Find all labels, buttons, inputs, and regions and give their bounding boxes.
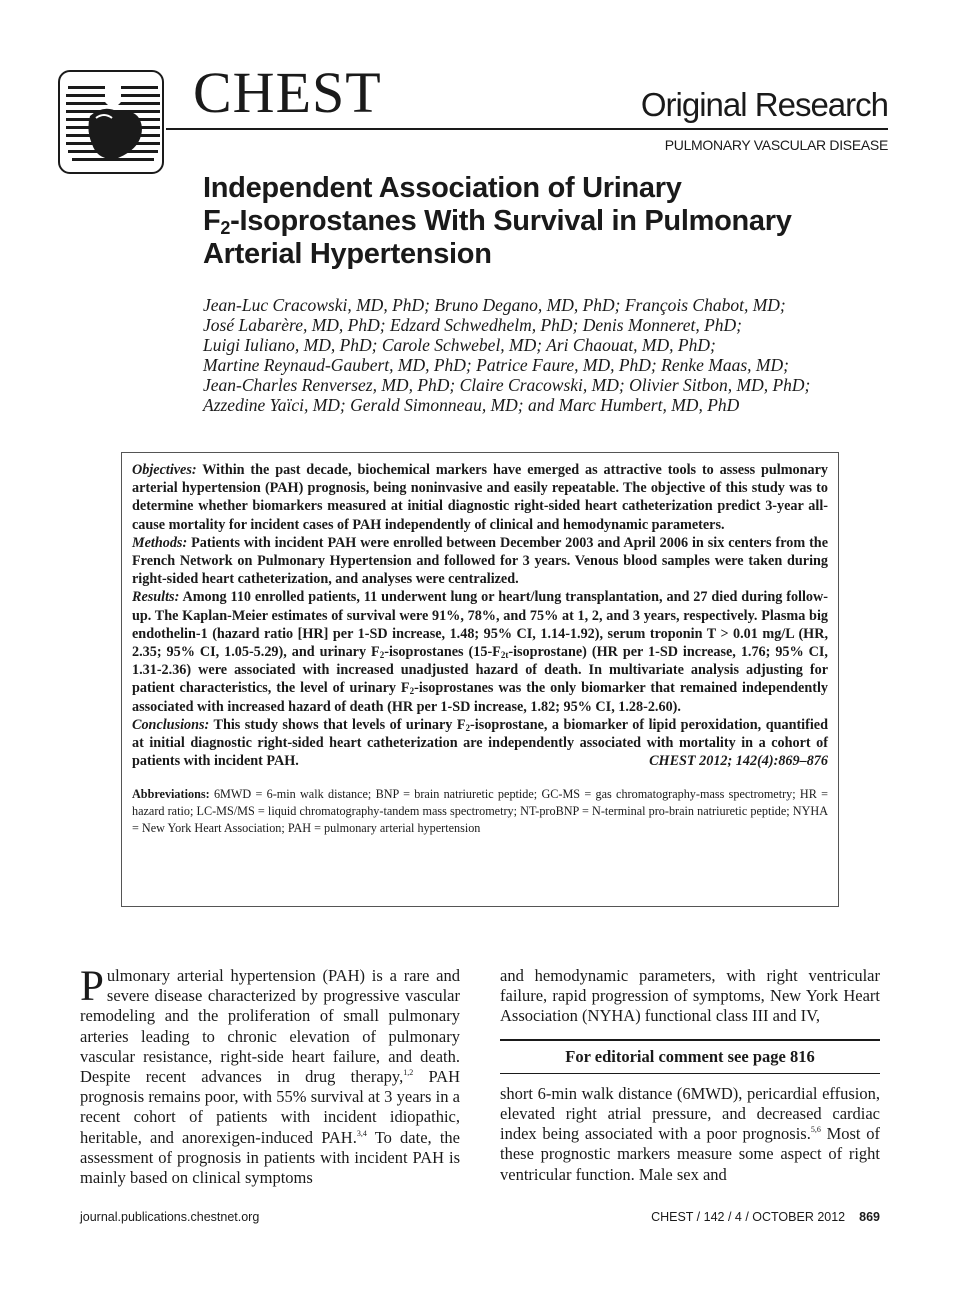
author-list bbox=[203, 295, 903, 415]
abstract-conclusions: Conclusions: This study shows that levels of urinary $F_2$-isoprostane, a biomarker of lipid peroxidation, quantified at initial diagnostic right-sided heart catheterization are independently associated with mortality in a cohort of patients with incident PAH. CHEST 2012; 142(4):869–876 bbox=[132, 716, 828, 770]
author-line: Jean-Luc Cracowski, MD, PhD; Bruno Degano, MD, PhD; François Chabot, MD; bbox=[203, 295, 786, 315]
abstract-results: Results: Among 110 enrolled patients, 11 underwent lung or heart/lung transplantation, and 27 died during follow-up. The Kaplan-Meier estimates of survival were 91%, 78%, and 75% at 1, 2, and 3 years, respectively. Plasma big endothelin-1 (hazard ratio [HR] per 1-SD increase, 1.48; 95% CI, 1.14-1.92), serum troponin T > 0.01 mg/L (HR, 2.35; 95% CI, 1.05-5.29), and urinary $F_2$-isoprostanes $(15-F_{2t}-isoprostane)$ (HR per 1-SD increase, 1.76; 95% CI, 1.31-2.36) were associated with increased unadjusted hazard of death. In multivariate analysis adjusting for patient characteristics, the level of urinary $F_2$-isoprostanes was the only biomarker that remained independently associated with increased hazard of death (HR per 1-SD increase, 1.82; 95% CI, 1.28-2.60). bbox=[132, 589, 828, 715]
footer-issue-info bbox=[651, 1210, 880, 1224]
issue-info: CHEST / 142 / 4 / OCTOBER 2012 bbox=[651, 1210, 846, 1224]
header-divider bbox=[166, 128, 888, 130]
journal-url[interactable]: journal.publications.chestnet.org bbox=[80, 1210, 260, 1224]
body-column-left bbox=[80, 963, 460, 1188]
editorial-comment-link[interactable]: For editorial comment see page 816 bbox=[500, 1039, 880, 1074]
title-line-3: Arterial Hypertension bbox=[203, 238, 492, 270]
title-line-2: $F_2$-Isoprostanes With Survival in Pulmonary bbox=[203, 205, 792, 238]
body-column-right bbox=[500, 966, 880, 1185]
subsection-label: PULMONARY VASCULAR DISEASE bbox=[664, 137, 888, 153]
abbreviations: Abbreviations: 6MWD = 6-min walk distance; BNP = brain natriuretic peptide; GC-MS = gas chromatography-mass spectrometry; HR = hazard ratio; LC-MS/MS = liquid chromatography-tandem mass spectrometry; NT-proBNP = N-terminal pro-brain natriuretic peptide; NYHA = New York Heart Association; PAH = pulmonary arterial hypertension bbox=[132, 787, 828, 836]
author-line: Azzedine Yaïci, MD; Gerald Simonneau, MD; and Marc Humbert, MD, PhD bbox=[203, 395, 740, 415]
page-number: 869 bbox=[859, 1210, 880, 1224]
article-title bbox=[203, 172, 883, 271]
abstract-objectives: Objectives: Within the past decade, biochemical markers have emerged as attractive tools to assess pulmonary arterial hypertension (PAH) prognosis, being noninvasive and easily repeatable. The objective of this study was to determine whether biomarkers measured at initial diagnostic right-sided heart catheterization predict 3-year all-cause mortality for incident cases of PAH independently of clinical and hemodynamic parameters. bbox=[132, 462, 828, 533]
abstract-box bbox=[121, 452, 839, 907]
body-paragraph: Pulmonary arterial hypertension (PAH) is a rare and severe disease characterized by progressive vascular remodeling and the proliferation of small pulmonary arteries leading to chronic elevation of pulmonary vascular resistance, right-side heart failure, and death. Despite recent advances in drug therapy,$^{1,2}$ PAH prognosis remains poor, with 55% survival at 3 years in a recent cohort of patients with incident idiopathic, heritable, and anorexigen-induced PAH.$^{3,4}$ To date, the assessment of prognosis in patients with incident PAH is mainly based on clinical symptoms bbox=[80, 963, 460, 1188]
section-label: Original Research bbox=[640, 86, 888, 123]
abstract-citation: CHEST 2012; 142(4):869–876 bbox=[649, 753, 828, 770]
lungs-heart-icon bbox=[60, 72, 164, 174]
journal-name: CHEST bbox=[193, 60, 382, 125]
journal-logo bbox=[58, 70, 164, 174]
drop-cap: P bbox=[80, 963, 104, 1010]
title-line-1: Independent Association of Urinary bbox=[203, 172, 682, 204]
author-line: Martine Reynaud-Gaubert, MD, PhD; Patrice Faure, MD, PhD; Renke Maas, MD; bbox=[203, 355, 789, 375]
body-paragraph: short 6-min walk distance (6MWD), pericardial effusion, elevated right atrial pressure, and decreased cardiac index being associated with a poor prognosis.$^{5,6}$ Most of these prognostic markers measure some aspect of right ventricular function. Male sex and bbox=[500, 1083, 880, 1184]
author-line: José Labarère, MD, PhD; Edzard Schwedhelm, PhD; Denis Monneret, PhD; bbox=[203, 315, 742, 335]
body-paragraph: and hemodynamic parameters, with right ventricular failure, rapid progression of symptoms, New York Heart Association (NYHA) functional class III and IV, bbox=[500, 966, 880, 1026]
abstract-methods: Methods: Patients with incident PAH were enrolled between December 2003 and April 2006 in six centers from the French Network on Pulmonary Hypertension and followed for 3 years. Venous blood samples were taken during right-sided heart catheterization, and analyses were centralized. bbox=[132, 534, 828, 588]
author-line: Jean-Charles Renversez, MD, PhD; Claire Cracowski, MD; Olivier Sitbon, MD, PhD; bbox=[203, 375, 811, 395]
author-line: Luigi Iuliano, MD, PhD; Carole Schwebel, MD; Ari Chaouat, MD, PhD; bbox=[203, 335, 716, 355]
